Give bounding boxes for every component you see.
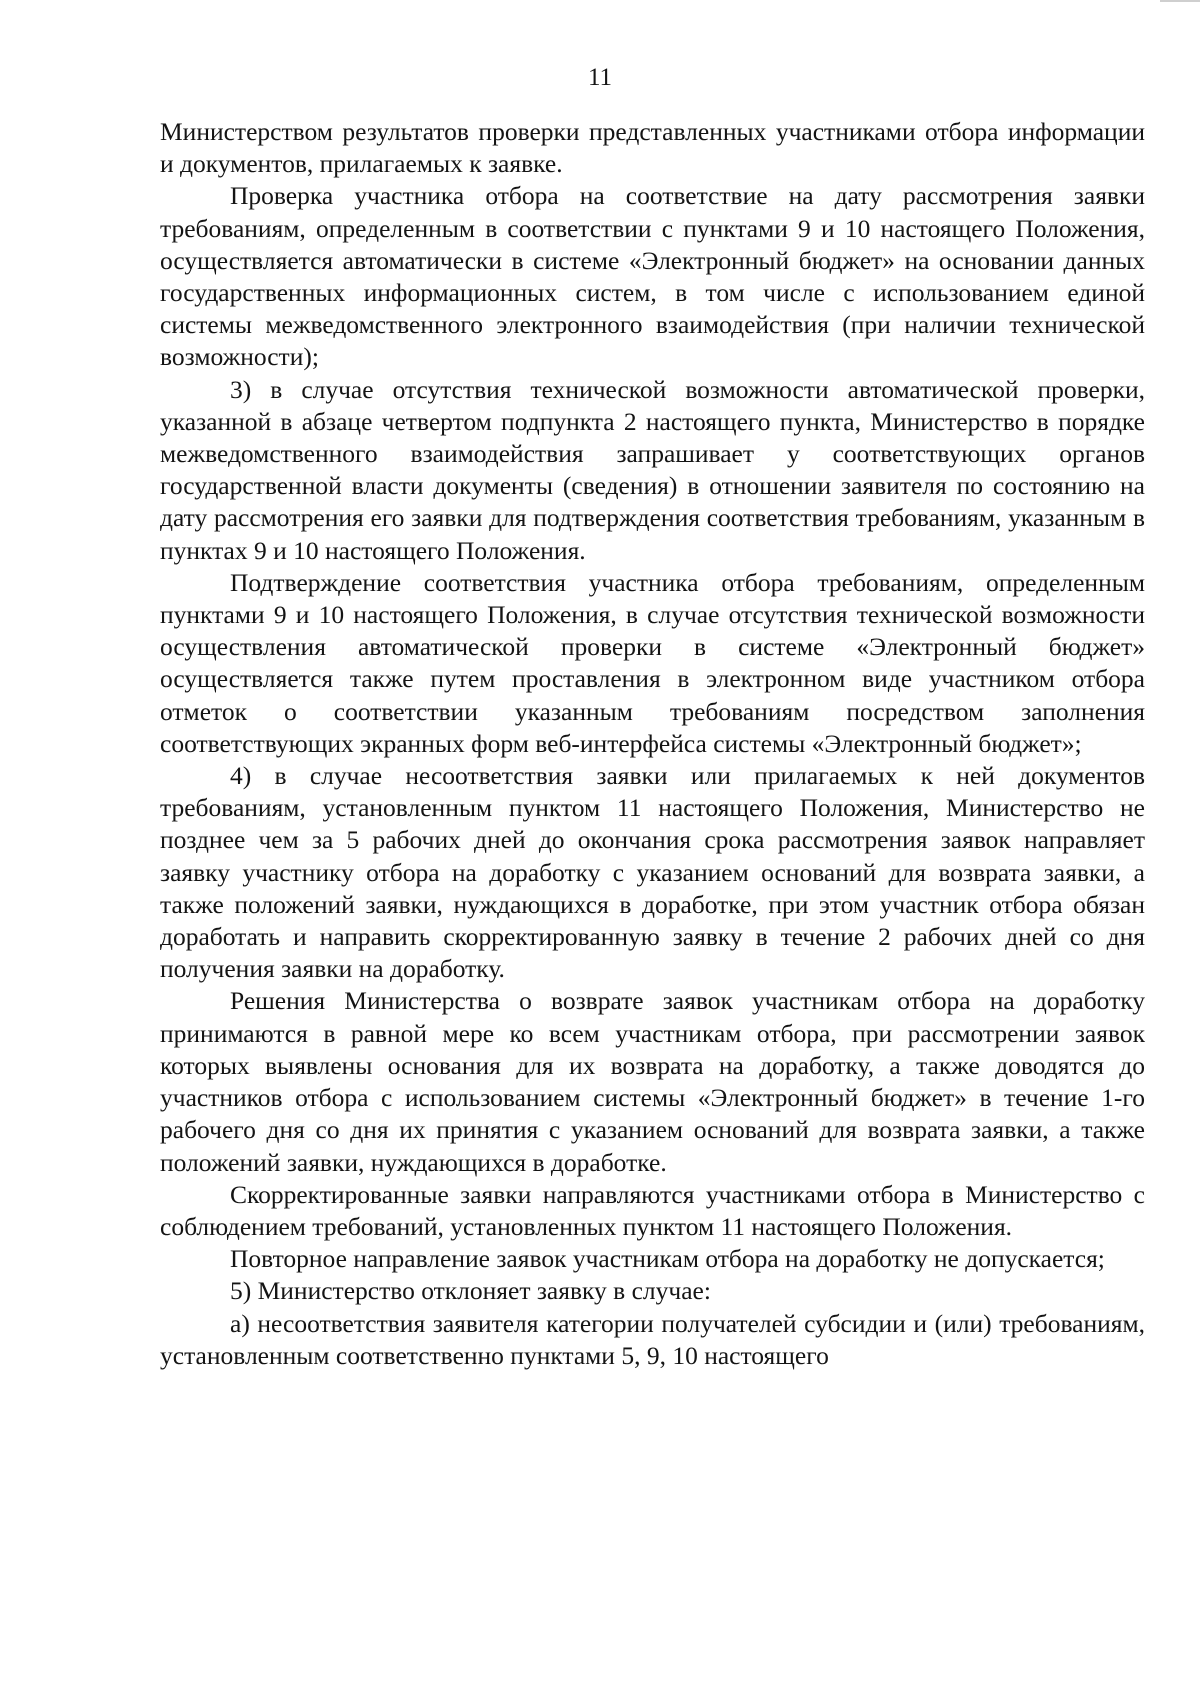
paragraph-continuation: Министерством результатов проверки представленных участниками отбора информации и документов, прилагаемых к заявке.	[160, 117, 1145, 179]
paragraph-item-5: 5) Министерство отклоняет заявку в случае:	[230, 1276, 711, 1306]
paragraph-subitem-a: а) несоответствия заявителя категории получателей субсидии и (или) требованиям, установленным соответственно пунктами 5, 9, 10 настоящего	[160, 1308, 1145, 1370]
paragraph-item-4: 4) в случае несоответствия заявки или прилагаемых к ней документов требованиям, установленным пунктом 11 настоящего Положения, Министерство не позднее чем за 5 рабочих дней до окончания срока рассмотрения заявок направляет заявку участнику отбора на доработку с указанием оснований для возврата заявки, а также положений заявки, нуждающихся в доработке, при этом участник отбора обязан доработать и направить скорректированную заявку в течение 2 рабочих дней со дня получения заявки на доработку.	[160, 761, 1145, 984]
paragraph-participant-check: Проверка участника отбора на соответствие на дату рассмотрения заявки требованиям, определенным в соответствии с пунктами 9 и 10 настоящего Положения, осуществляется автоматически в системе «Электронный бюджет» на основании данных государственных информационных систем, в том числе с использованием единой системы межведомственного электронного взаимодействия (при наличии технической возможности);	[160, 181, 1145, 372]
paragraph-confirmation: Подтверждение соответствия участника отбора требованиям, определенным пунктами 9 и 10 настоящего Положения, в случае отсутствия технической возможности осуществления автоматической проверки в системе «Электронный бюджет» осуществляется также путем проставления в электронном виде участником отбора отметок о соответствии указанным требованиям посредством заполнения соответствующих экранных форм веб-интерфейса системы «Электронный бюджет»;	[160, 567, 1145, 758]
paragraph-corrected-applications: Скорректированные заявки направляются участниками отбора в Министерство с соблюдением требований, установленных пунктом 11 настоящего Положения.	[160, 1179, 1145, 1241]
page-number: 11	[587, 64, 613, 91]
document-body	[160, 116, 1145, 1372]
paragraph-repeat-not-allowed: Повторное направление заявок участникам отбора на доработку не допускается;	[230, 1244, 1105, 1274]
paragraph-return-decisions: Решения Министерства о возврате заявок участникам отбора на доработку принимаются в равной мере ко всем участникам отбора, при рассмотрении заявок которых выявлены основания для их возврата на доработку, а также доводятся до участников отбора с использованием системы «Электронный бюджет» в течение 1-го рабочего дня со дня их принятия с указанием оснований для возврата заявки, а также положений заявки, нуждающихся в доработке.	[160, 986, 1145, 1177]
paragraph-item-3: 3) в случае отсутствия технической возможности автоматической проверки, указанной в абзаце четвертом подпункта 2 настоящего пункта, Министерство в порядке межведомственного взаимодействия запрашивает у соответствующих органов государственной власти документы (сведения) в отношении заявителя по состоянию на дату рассмотрения его заявки для подтверждения соответствия требованиям, указанным в пунктах 9 и 10 настоящего Положения.	[160, 374, 1145, 565]
scan-edge-mark	[1160, 0, 1200, 2]
